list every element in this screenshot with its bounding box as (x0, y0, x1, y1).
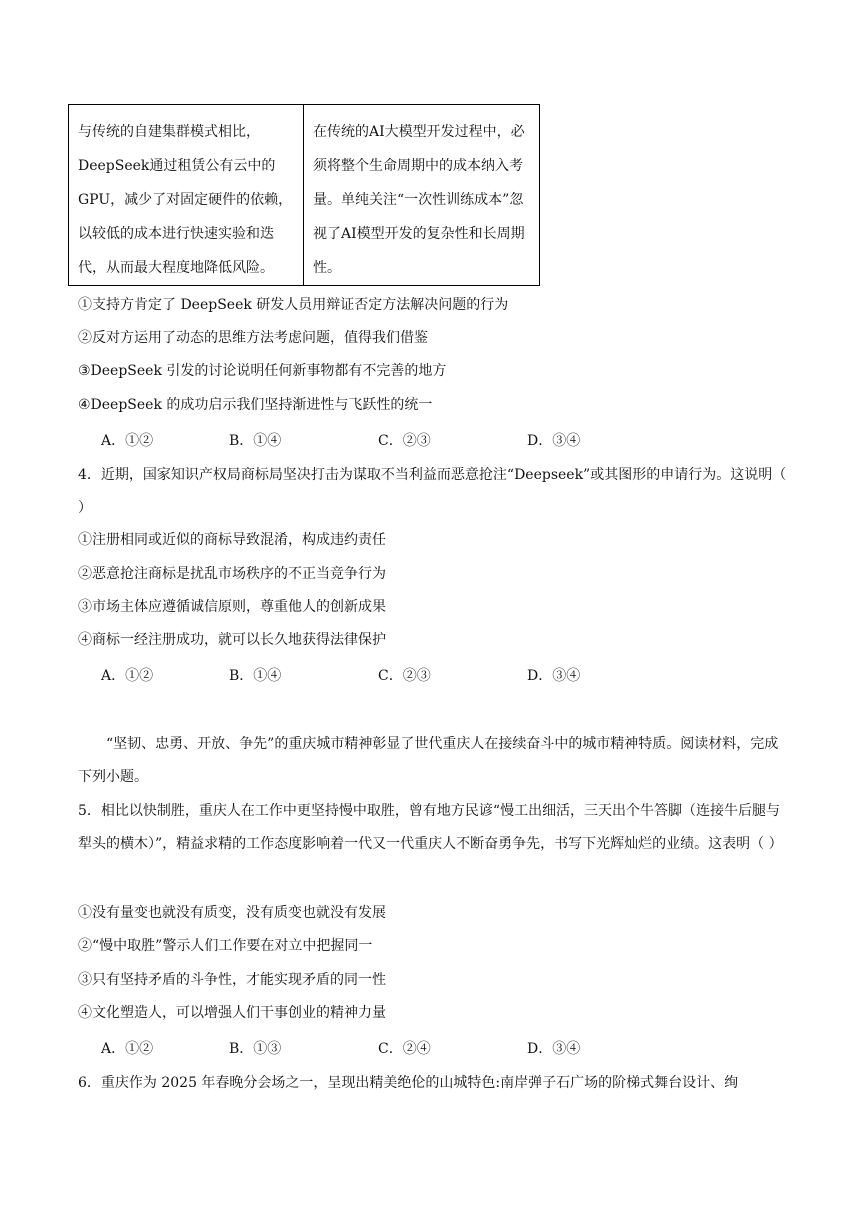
q5-statement-1: ①没有量变也就没有质变，没有质变也就没有发展 (78, 905, 386, 921)
q5-stem: 5．相比以快制胜，重庆人在工作中更坚持慢中取胜，曾有地方民谚“慢工出细活，三天出个牛答脚（连接牛后腿与犁头的横木）”，精益求精的工作态度影响着一代又一代重庆人不断奋勇争先，书写下光辉灿烂的业绩。这表明（ ） (78, 803, 783, 852)
material-table (68, 104, 540, 286)
q3-option-b[interactable]: B．①④ (229, 433, 282, 449)
q3-statement-2: ②反对方运用了动态的思维方法考虑问题，值得我们借鉴 (78, 330, 428, 346)
q5-statement-2: ②“慢中取胜”警示人们工作要在对立中把握同一 (78, 938, 373, 954)
q4-option-a[interactable]: A．①② (101, 668, 154, 684)
q6-stem: 6．重庆作为 2025 年春晚分会场之一，呈现出精美绝伦的山城特色:南岸弹子石广场的阶梯式舞台设计、绚 (78, 1075, 739, 1091)
q3-option-d[interactable]: D．③④ (527, 433, 581, 449)
q5-option-d[interactable]: D．③④ (527, 1041, 581, 1057)
table-cell-con: 在传统的AI大模型开发过程中，必须将整个生命周期中的成本纳入考量。单纯关注“一次性训练成本”忽视了AI模型开发的复杂性和长周期性。 (313, 124, 525, 276)
q4-statement-2: ②恶意抢注商标是扰乱市场秩序的不正当竞争行为 (78, 566, 386, 582)
q5-option-b[interactable]: B．①③ (229, 1041, 282, 1057)
q3-statement-4: ④DeepSeek 的成功启示我们坚持渐进性与飞跃性的统一 (78, 397, 433, 413)
q4-statement-4: ④商标一经注册成功，就可以长久地获得法律保护 (78, 632, 386, 648)
q5-statement-3: ③只有坚持矛盾的斗争性，才能实现矛盾的同一性 (78, 972, 386, 988)
q5-option-a[interactable]: A．①② (101, 1041, 154, 1057)
q5-option-c[interactable]: C．②④ (378, 1041, 431, 1057)
q3-option-a[interactable]: A．①② (101, 433, 154, 449)
q3-statement-3: ③DeepSeek 引发的讨论说明任何新事物都有不完善的地方 (78, 363, 447, 379)
q3-statement-1: ①支持方肯定了 DeepSeek 研发人员用辩证否定方法解决问题的行为 (78, 297, 509, 313)
q4-option-d[interactable]: D．③④ (527, 668, 581, 684)
q5-statement-4: ④文化塑造人，可以增强人们干事创业的精神力量 (78, 1005, 386, 1021)
q4-stem: 4．近期，国家知识产权局商标局坚决打击为谋取不当利益而恶意抢注“Deepseek”或其图形的申请行为。这说明（ ） (78, 467, 787, 516)
q4-option-c[interactable]: C．②③ (378, 668, 431, 684)
q4-option-b[interactable]: B．①④ (229, 668, 282, 684)
q3-option-c[interactable]: C．②③ (378, 433, 431, 449)
reading-intro: “坚韧、忠勇、开放、争先”的重庆城市精神彰显了世代重庆人在接续奋斗中的城市精神特质。阅读材料，完成下列小题。 (78, 736, 779, 785)
q4-statement-3: ③市场主体应遵循诚信原则，尊重他人的创新成果 (78, 599, 386, 615)
q4-statement-1: ①注册相同或近似的商标导致混淆，构成违约责任 (78, 532, 386, 548)
table-cell-pro: 与传统的自建集群模式相比，DeepSeek通过租赁公有云中的GPU，减少了对固定硬件的依赖，以较低的成本进行快速实验和迭代，从而最大程度地降低风险。 (69, 105, 304, 285)
